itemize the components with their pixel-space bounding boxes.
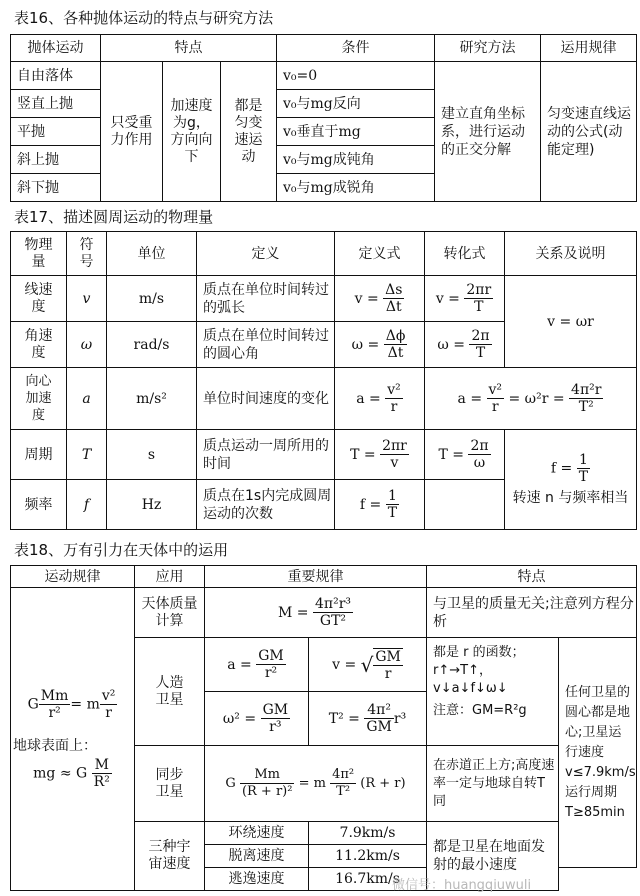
- sat-formula-a: a = $\frac{GM}{\text{r²}}$: [205, 638, 309, 692]
- table17-header: [11, 232, 637, 276]
- relation-n: 转速 n 与频率相当: [512, 490, 629, 506]
- quantity-symbol: ω: [67, 322, 107, 368]
- sync-formula: G $\frac{Mm}{\text{(R + r)²}}$ = m $\frac{\text{4π²}}{\text{T²}}$ (R + r): [205, 746, 427, 822]
- condition: v₀=0: [277, 62, 435, 90]
- table-row: [11, 276, 637, 322]
- quantity-unit: m/s: [107, 276, 197, 322]
- watermark: 微信号：huangqiuwuli: [392, 878, 532, 893]
- table18-header: [11, 566, 637, 588]
- def-formula: v = $\frac{\Delta s}{\Delta t}$: [335, 276, 425, 322]
- method-text: 建立直角坐标系，进行运动的正交分解: [435, 62, 541, 202]
- conv-formula: T = $\frac{2\pi}{\omega}$: [425, 430, 505, 480]
- h-symbol: 符号: [67, 232, 107, 276]
- condition: v₀垂直于mg: [277, 118, 435, 146]
- condition: v₀与mg成锐角: [277, 174, 435, 202]
- h-method: 研究方法: [435, 35, 541, 62]
- speed-name: 脱离速度: [205, 845, 309, 868]
- h-def-formula: 定义式: [335, 232, 425, 276]
- condition: v₀与mg反向: [277, 90, 435, 118]
- quantity-name: 频率: [11, 480, 67, 530]
- feature-gravity: 只受重力作用: [101, 62, 163, 202]
- h-law: 运动规律: [11, 566, 135, 588]
- quantity-symbol: v: [67, 276, 107, 322]
- feat-side: 任何卫星的圆心都是地心;卫星运行速度v≤7.9km/s运行周期T≥85min: [559, 638, 637, 868]
- motion-type: 斜上抛: [11, 146, 101, 174]
- quantity-unit: Hz: [107, 480, 197, 530]
- surface-label: 地球表面上：: [13, 738, 97, 754]
- table-row: [11, 62, 637, 90]
- motion-type: 竖直上抛: [11, 90, 101, 118]
- table17: [10, 231, 637, 530]
- table-row: [11, 368, 637, 430]
- speed-value: 11.2km/s: [309, 845, 427, 868]
- table18-title: 表18、万有引力在天体中的运用: [14, 541, 229, 559]
- condition: v₀与mg成钝角: [277, 146, 435, 174]
- quantity-symbol: T: [67, 430, 107, 480]
- feat-sync: 在赤道正上方;高度速率一定与地球自转T同: [427, 746, 559, 822]
- table16-header: [11, 35, 637, 62]
- table-row: [11, 588, 637, 638]
- sat-formula-omega: ω² = $\frac{GM}{\text{r³}}$: [205, 692, 309, 746]
- speed-name: 环绕速度: [205, 822, 309, 845]
- sat-formula-v: v = √ $\frac{GM}{r}$: [309, 638, 427, 692]
- quantity-name: 角速度: [11, 322, 67, 368]
- feature-acceleration: 加速度为g，方向向下: [163, 62, 221, 202]
- app-sync: 同步卫星: [135, 746, 205, 822]
- app-satellite: 人造卫星: [135, 638, 205, 746]
- def-formula: ω = $\frac{\Delta\phi}{\Delta t}$: [335, 322, 425, 368]
- quantity-symbol: f: [67, 480, 107, 530]
- speed-name: 逃逸速度: [205, 868, 309, 891]
- quantity-definition: 质点在单位时间转过的弧长: [197, 276, 335, 322]
- table16: [10, 34, 637, 202]
- feat-satellite: 都是 r 的函数； r↑→T↑，v↓a↓f↓ω↓ 注意：GM=R²g: [427, 638, 559, 746]
- quantity-unit: rad/s: [107, 322, 197, 368]
- mass-formula: M = $\frac{\text{4π²r³}}{\text{GT²}}$: [205, 588, 427, 638]
- law-text: 匀变速直线运动的公式(动能定理): [541, 62, 637, 202]
- quantity-unit: m/s²: [107, 368, 197, 430]
- table18: [10, 565, 637, 891]
- speed-value: 16.7km/s: [309, 868, 427, 891]
- h-feat: 特点: [427, 566, 637, 588]
- h-feature: 特点: [101, 35, 277, 62]
- quantity-symbol: a: [67, 368, 107, 430]
- acceleration-relation: a = $\frac{\text{v²}}{r}$ = ω²r = $\frac{\text{4π²r}}{\text{T²}}$: [425, 368, 637, 430]
- table16-title: 表16、各种抛体运动的特点与研究方法: [14, 9, 274, 27]
- sat-formula-t: T² = $\frac{\text{4π²}}{GM}$ r³: [309, 692, 427, 746]
- h-law: 运用规律: [541, 35, 637, 62]
- def-formula: f = $\frac{1}{T}$: [335, 480, 425, 530]
- quantity-name: 线速度: [11, 276, 67, 322]
- quantity-name: 周期: [11, 430, 67, 480]
- h-motion: 抛体运动: [11, 35, 101, 62]
- relation-f: f = $\frac{1}{T}$ 转速 n 与频率相当: [505, 430, 637, 530]
- quantity-definition: 单位时间速度的变化: [197, 368, 335, 430]
- motion-type: 斜下抛: [11, 174, 101, 202]
- def-formula: T = $\frac{2\pi r}{v}$: [335, 430, 425, 480]
- motion-type: 自由落体: [11, 62, 101, 90]
- conv-empty: [425, 480, 505, 530]
- quantity-name: 向心加速度: [11, 368, 67, 430]
- feat-cosmic: 都是卫星在地面发射的最小速度: [427, 822, 559, 891]
- law-cell: G $\frac{Mm}{\text{r²}}$ = m $\frac{\text{v²}}{r}$ 地球表面上： mg ≈ G $\frac{M}{\text{R²}}$: [11, 588, 135, 891]
- h-conversion: 转化式: [425, 232, 505, 276]
- app-cosmic: 三种宇宙速度: [135, 822, 205, 891]
- h-rule: 重要规律: [205, 566, 427, 588]
- conv-formula: ω = $\frac{2\pi}{T}$: [425, 322, 505, 368]
- table-row: [11, 430, 637, 480]
- quantity-definition: 质点运动一周所用的时间: [197, 430, 335, 480]
- conv-formula: v = $\frac{2\pi r}{T}$: [425, 276, 505, 322]
- speed-value: 7.9km/s: [309, 822, 427, 845]
- h-relation: 关系及说明: [505, 232, 637, 276]
- h-definition: 定义: [197, 232, 335, 276]
- h-condition: 条件: [277, 35, 435, 62]
- h-app: 应用: [135, 566, 205, 588]
- quantity-unit: s: [107, 430, 197, 480]
- h-unit: 单位: [107, 232, 197, 276]
- relation-v: v = ωr: [505, 276, 637, 368]
- feat-mass: 与卫星的质量无关;注意列方程分析: [427, 588, 637, 638]
- app-mass: 天体质量计算: [135, 588, 205, 638]
- quantity-definition: 质点在单位时间转过的圆心角: [197, 322, 335, 368]
- quantity-definition: 质点在1s内完成圆周运动的次数: [197, 480, 335, 530]
- feature-uniform: 都是匀变速运动: [221, 62, 277, 202]
- h-quantity: 物理量: [11, 232, 67, 276]
- table17-title: 表17、描述圆周运动的物理量: [14, 208, 214, 226]
- motion-type: 平抛: [11, 118, 101, 146]
- def-formula: a = $\frac{\text{v²}}{r}$: [335, 368, 425, 430]
